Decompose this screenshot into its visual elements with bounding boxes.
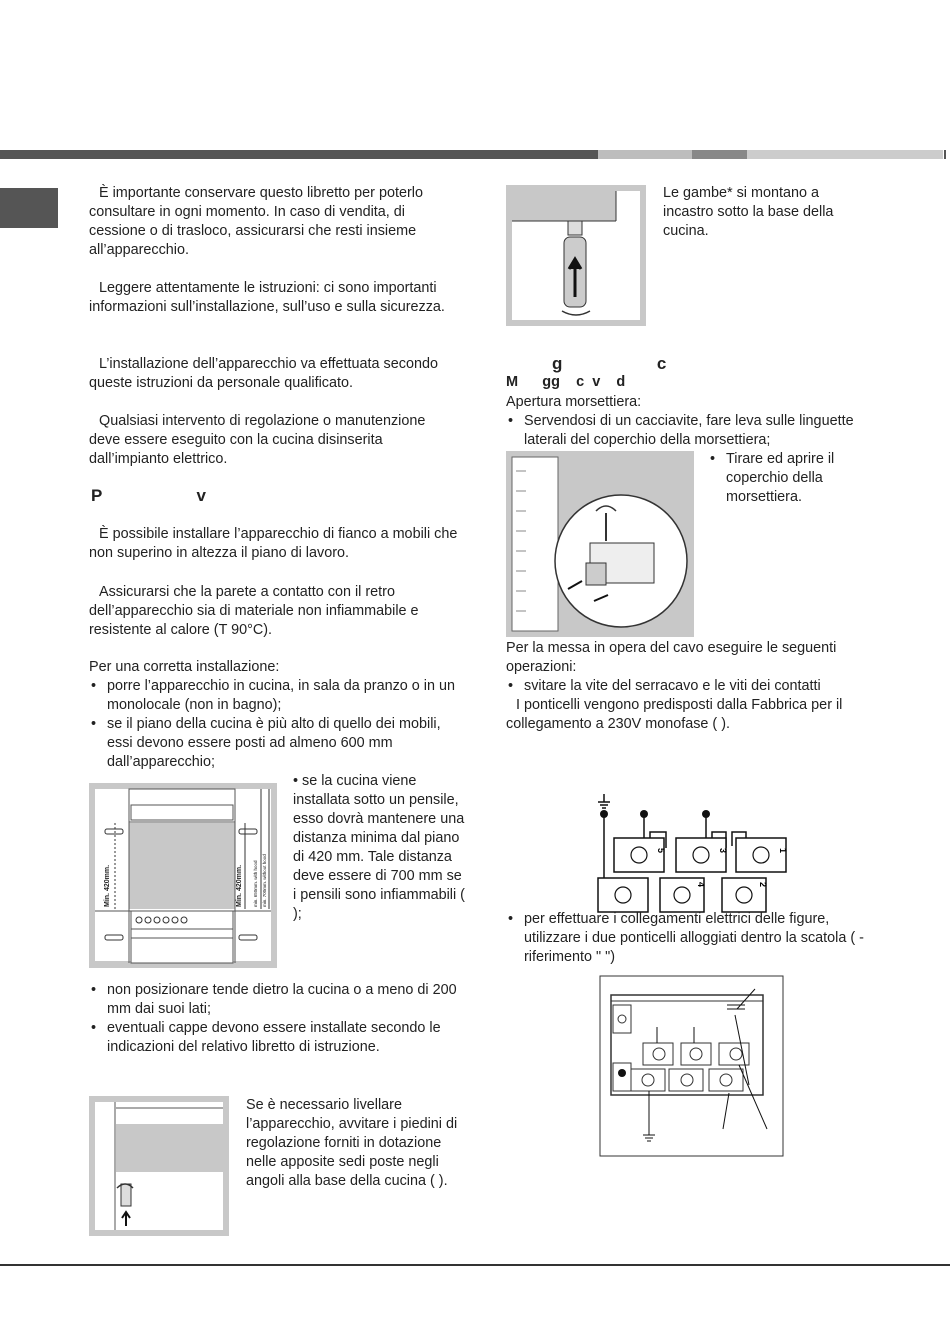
intro-paragraph-2: Leggere attentamente le istruzioni: ci sono importanti informazioni sull’installazione, sull’uso e sulla sicurezza. (89, 280, 445, 315)
list-item: • eventuali cappe devono essere installate secondo le indicazioni del relativo libretto di istruzione. (89, 1019, 465, 1057)
terminal-5-label: 5 (656, 848, 666, 854)
cabinet-figure (89, 783, 277, 968)
connection-subheading: M gg c v d (506, 374, 626, 390)
header-bar-light-end (747, 150, 943, 159)
apertura-label: Apertura morsettiera: (506, 394, 642, 410)
terminal-box-drawing (506, 451, 694, 637)
terminal-1-label: 1 (778, 848, 788, 854)
cable-intro: Per la messa in opera del cavo eseguire le seguenti operazioni: (506, 640, 837, 675)
terminal-4-label: 4 (696, 882, 706, 888)
apertura-bullets-2 (708, 450, 878, 507)
install-bullets-1 (89, 677, 461, 772)
list-item: • per effettuare i collegamenti elettrici delle figure, utilizzare i due ponticelli alloggiati dentro la scatola ( - riferimento " ") (506, 910, 876, 967)
list-item: • Servendosi di un cacciavite, fare leva sulle linguette laterali del coperchio della morsettiera; (506, 412, 876, 450)
levelling-drawing (89, 1096, 229, 1236)
header-bar-tick (944, 150, 946, 159)
ponticelli-text: I ponticelli vengono predisposti dalla Fabbrica per il collegamento a 230V monofase ( ). (506, 697, 843, 732)
list-item: • se il piano della cucina è più alto di quello dei mobili, essi devono essere posti ad almeno 600 mm dall’apparecchio; (89, 715, 461, 772)
list-item: • porre l’apparecchio in cucina, in sala da pranzo o in un monolocale (non in bagno); (89, 677, 461, 715)
hood-distance-text: • se la cucina viene installata sotto un pensile, esso dovrà mantenere una distanza minima dal piano di 420 mm. Tale distanza deve essere di 700 mm se i pensili sono infiammabili ( ); (293, 773, 465, 922)
language-tab (0, 188, 58, 228)
footer-rule (0, 1264, 950, 1266)
list-item: • Tirare ed aprire il coperchio della morsettiera. (708, 450, 878, 507)
placement-heading: P v (91, 486, 206, 505)
connection-bullets (506, 910, 876, 967)
levelling-text: Se è necessario livellare l’apparecchio, avvitare i piedini di regolazione forniti in dotazione nelle apposite sedi poste negli angoli alla base della cucina ( ). (246, 1097, 458, 1189)
apertura-bullets (506, 412, 876, 450)
legs-text: Le gambe* si montano a incastro sotto la base della cucina. (663, 185, 834, 239)
header-bar-light (598, 150, 692, 159)
intro-paragraph-4: Qualsiasi intervento di regolazione o manutenzione deve essere eseguito con la cucina disinserita dall’impianto elettrico. (89, 413, 426, 467)
levelling-figure (89, 1096, 229, 1236)
wiring-diagram (590, 788, 790, 913)
intro-paragraph-3: L’installazione dell’apparecchio va effettuata secondo queste istruzioni da personale qualificato. (89, 356, 438, 391)
install-bullets-2 (89, 981, 465, 1057)
terminal-box-figure (506, 451, 694, 637)
list-item: • non posizionare tende dietro la cucina o a meno di 200 mm dai suoi lati; (89, 981, 465, 1019)
connection-heading: g c (552, 354, 667, 373)
cabinet-drawing (89, 783, 277, 968)
placement-paragraph-1: È possibile installare l’apparecchio di fianco a mobili che non superino in altezza il piano di lavoro. (89, 526, 458, 561)
min700-label: min. 700mm. without hood (262, 854, 267, 907)
intro-paragraph-1: È importante conservare questo libretto per poterlo consultare in ogni momento. In caso di vendita, di cessione o di trasloco, assicurarsi che resti insieme all’apparecchio. (89, 185, 423, 258)
min420-right-label: Min. 420mm. (236, 864, 243, 907)
cable-bullets (506, 677, 876, 696)
header-bar-dark (0, 150, 598, 159)
legs-figure (506, 185, 646, 326)
legs-drawing (506, 185, 646, 326)
correct-install-intro: Per una corretta installazione: (89, 659, 280, 675)
terminal-2-label: 2 (758, 882, 768, 888)
placement-paragraph-2: Assicurarsi che la parete a contatto con il retro dell’apparecchio sia di materiale non infiammabile e resistente al calore (T 90°C). (89, 584, 419, 638)
terminal-block-detail (599, 975, 785, 1158)
min650-label: min. 650mm. with hood (253, 860, 258, 907)
header-bar-mid (692, 150, 747, 159)
list-item: • svitare la vite del serracavo e le viti dei contatti (506, 677, 876, 696)
min420-left-label: Min. 420mm. (104, 864, 111, 907)
terminal-3-label: 3 (718, 848, 728, 854)
